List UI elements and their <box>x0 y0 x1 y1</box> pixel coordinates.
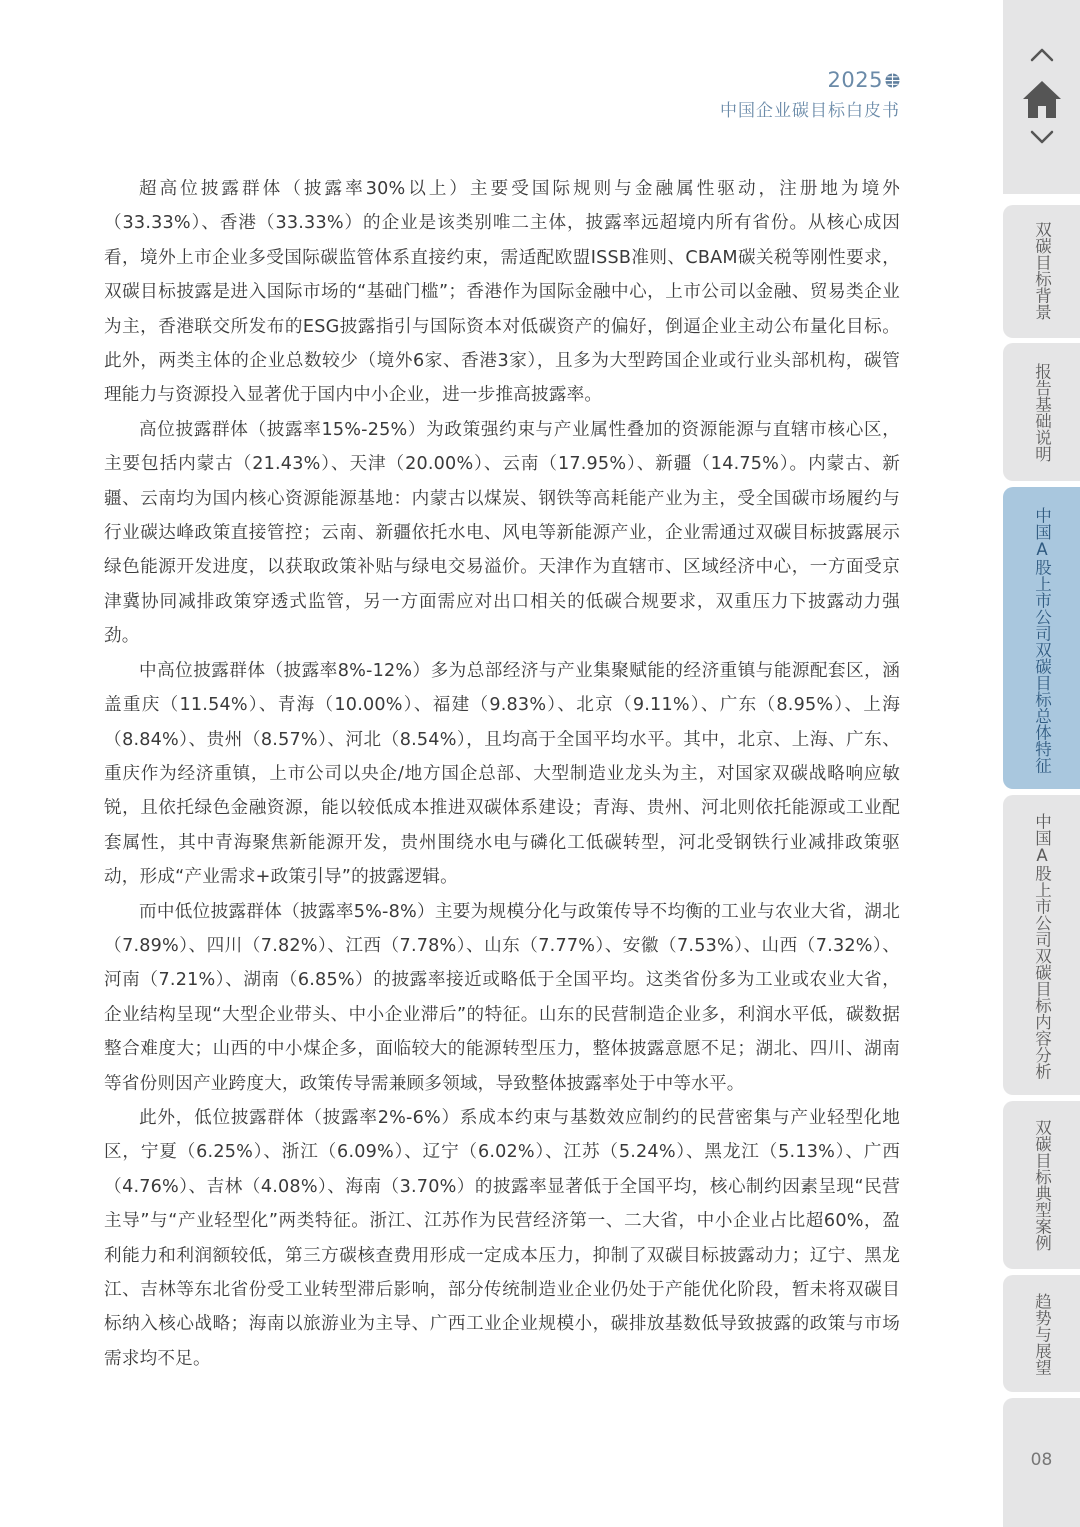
nav-tab-label: 中国A股上市公司双碳目标内容分析 <box>1032 813 1052 1080</box>
page-header <box>720 68 900 121</box>
nav-tab-typical-cases[interactable] <box>1003 1101 1080 1269</box>
nav-tab-content-analysis[interactable] <box>1003 795 1080 1095</box>
paragraph-mid-high: 中高位披露群体（披露率8%-12%）多为总部经济与产业集聚赋能的经济重镇与能源配套区，涵盖重庆（11.54%）、青海（10.00%）、福建（9.83%）、北京（9.11%）、广东（8.95%）、上海（8.84%）、贵州（8.57%）、河北（8.54%），且均高于全国平均水平。其中，北京、上海、广东、重庆作为经济重镇，上市公司以央企/地方国企总部、大型制造业龙头为主，对国家双碳战略响应敏锐，且依托绿色金融资源，能以较低成本推进双碳体系建设；青海、贵州、河北则依托能源或工业配套属性，其中青海聚焦新能源开发，贵州围绕水电与磷化工低碳转型，河北受钢铁行业减排政策驱动，形成“产业需求+政策引导”的披露逻辑。 <box>104 660 900 888</box>
paragraph-high: 高位披露群体（披露率15%-25%）为政策强约束与产业属性叠加的资源能源与直辖市核心区，主要包括内蒙古（21.43%）、天津（20.00%）、云南（17.95%）、新疆（14.75%）。内蒙古、新疆、云南均为国内核心资源能源基地：内蒙古以煤炭、钢铁等高耗能产业为主，受全国碳市场履约与行业碳达峰政策直接管控；云南、新疆依托水电、风电等新能源产业，企业需通过双碳目标披露展示绿色能源开发进度，以获取政策补贴与绿电交易溢价。天津作为直辖市、区域经济中心，一方面受京津冀协同减排政策穿透式监管，另一方面需应对出口相关的低碳合规要求，双重压力下披露动力强劲。 <box>104 419 900 647</box>
nav-tab-label: 中国A股上市公司双碳目标总体特征 <box>1032 507 1052 774</box>
nav-tab-label: 趋势与展望 <box>1032 1293 1052 1376</box>
header-year-row <box>720 68 900 92</box>
home-icon[interactable] <box>1021 78 1063 120</box>
paragraph-mid-low: 而中低位披露群体（披露率5%-8%）主要为规模分化与政策传导不均衡的工业与农业大省，湖北（7.89%）、四川（7.82%）、江西（7.78%）、山东（7.77%）、安徽（7.53%）、山西（7.32%）、河南（7.21%）、湖南（6.85%）的披露率接近或略低于全国平均。这类省份多为工业或农业大省，企业结构呈现“大型企业带头、中小企业滞后”的特征。山东的民营制造企业多，利润水平低，碳数据整合难度大；山西的中小煤企多，面临较大的能源转型压力，整体披露意愿不足；湖北、四川、湖南等省份则因产业跨度大，政策传导需兼顾多领域，导致整体披露率处于中等水平。 <box>104 901 900 1094</box>
header-year: 2025 <box>827 68 883 92</box>
chevron-up-icon[interactable] <box>1030 48 1054 62</box>
chevron-down-icon[interactable] <box>1030 130 1054 144</box>
globe-icon <box>885 73 900 88</box>
side-nav <box>1003 0 1080 1527</box>
header-title: 中国企业碳目标白皮书 <box>720 101 900 121</box>
page-number-box <box>1003 1398 1080 1527</box>
nav-tab-label: 报告基础说明 <box>1032 363 1052 462</box>
nav-tab-background[interactable] <box>1003 205 1080 338</box>
nav-tab-trends-outlook[interactable] <box>1003 1275 1080 1392</box>
nav-tab-report-basis[interactable] <box>1003 343 1080 481</box>
paragraph-ultra-high: 超高位披露群体（披露率30%以上）主要受国际规则与金融属性驱动，注册地为境外（33.33%）、香港（33.33%）的企业是该类别唯二主体，披露率远超境内所有省份。从核心成因看，境外上市企业多受国际碳监管体系直接约束，需适配欧盟ISSB准则、CBAM碳关税等刚性要求，双碳目标披露是进入国际市场的“基础门槛”；香港作为国际金融中心，上市公司以金融、贸易类企业为主，香港联交所发布的ESG披露指引与国际资本对低碳资产的偏好，倒逼企业主动公布量化目标。此外，两类主体的企业总数较少（境外6家、香港3家），且多为大型跨国企业或行业头部机构，碳管理能力与资源投入显著优于国内中小企业，进一步推高披露率。 <box>104 179 900 406</box>
nav-tab-label: 双碳目标背景 <box>1032 221 1052 320</box>
article-body <box>104 172 900 1376</box>
page-number: 08 <box>1030 1450 1053 1470</box>
paragraph-low: 此外，低位披露群体（披露率2%-6%）系成本约束与基数效应制约的民营密集与产业轻型化地区，宁夏（6.25%）、浙江（6.09%）、辽宁（6.02%）、江苏（5.24%）、黑龙江（5.13%）、广西（4.76%）、吉林（4.08%）、海南（3.70%）的披露率显著低于全国平均，核心制约因素呈现“民营主导”与“产业轻型化”两类特征。浙江、江苏作为民营经济第一、二大省，中小企业占比超60%，盈利能力和利润额较低，第三方碳核查费用形成一定成本压力，抑制了双碳目标披露动力；辽宁、黑龙江、吉林等东北省份受工业转型滞后影响，部分传统制造业企业仍处于产能优化阶段，暂未将双碳目标纳入核心战略；海南以旅游业为主导、广西工业企业规模小，碳排放基数低导致披露的政策与市场需求均不足。 <box>104 1107 900 1369</box>
nav-controls <box>1003 0 1080 194</box>
nav-tab-label: 双碳目标典型案例 <box>1032 1119 1052 1251</box>
nav-tab-overall-features[interactable] <box>1003 487 1080 789</box>
